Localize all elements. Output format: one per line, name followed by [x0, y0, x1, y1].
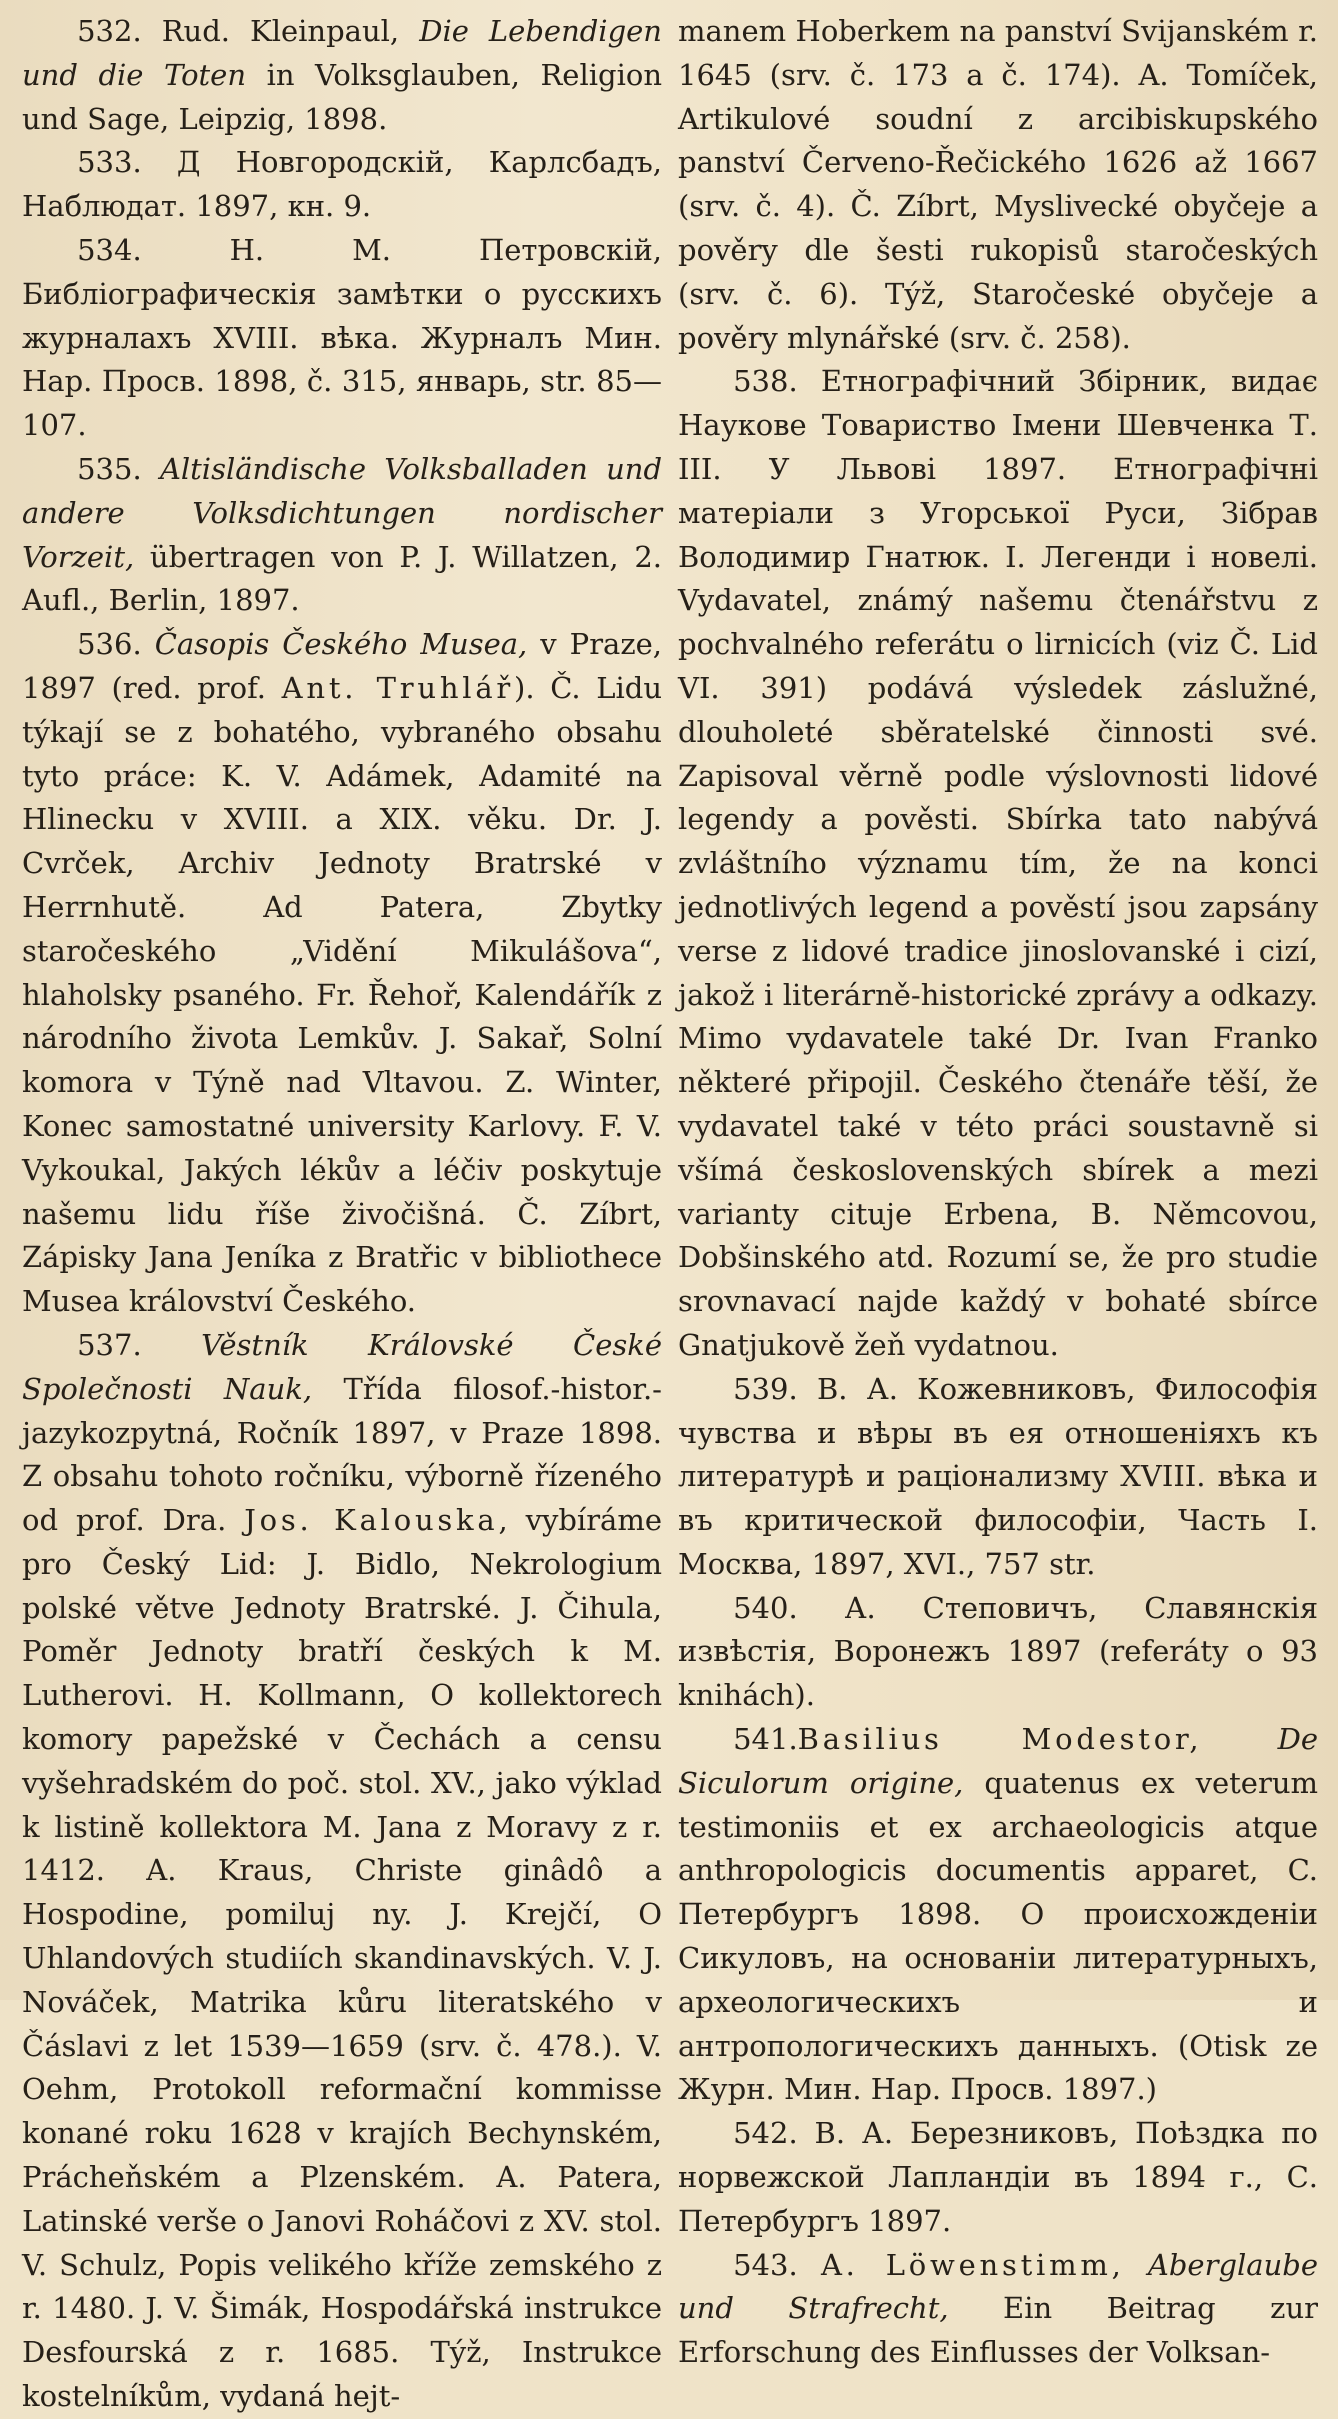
entry-text: Třída filosof.-histor.-jazykozpytná, Ročník 1897, v Praze 1898. Z obsahu tohoto ročníku, výborně řízeného od prof. Dra. — [22, 1371, 662, 1538]
entry-text: Етнографічний Збірник, видає Наукове Товариство Імени Шевченка Т. III. У Львові 1897. Етнографічні матеріали з Угорської Руси, Зібрав Володимир Гнатюк. I. Легенди і новелі. Vydavatel, známý našemu čtenářstvu z pochvalného referátu o lirnicích (viz Č. Lid VI. 391) podává výsledek záslužné, dlouholeté sběratelské činnosti své. Zapisoval věrně podle výslovnosti lidové legendy a pověsti. Sbírka tato nabývá zvláštního významu tím, že na konci jednotlivých legend a pověstí jsou zapsány verse z lidové tradice jinoslovanské i cizí, jakož i literárně-historické zprávy a odkazy. Mimo vydavatele také Dr. Ivan Franko některé připojil. Českého čtenáře těší, že vydavatel také v této práci soustavně si všímá československých sbírek a mezi varianty cituje Erbena, B. Němcovou, Dobšinského atd. Rozumí se, že pro studie srovnavací najde každý v bohaté sbírce Gnatjukově žeň vydatnou. — [678, 364, 1319, 1362]
entry-number: 537. — [77, 1327, 142, 1362]
entry-text: Ein Beitrag zur Erforschung des Einflusses der Volksan- — [678, 2291, 1319, 2370]
entry-text: v Praze, 1897 (red. prof. — [22, 627, 663, 705]
entry-538 — [678, 360, 1318, 1367]
author: Rud. Kleinpaul, — [161, 14, 400, 48]
book-title: De Siculorum origine, — [678, 1722, 1318, 1800]
entry-text: , vybíráme pro Český Lid: J. Bidlo, Nekrologium polské větve Jednoty Bratrské. J. Čihula, Poměr Jednoty bratří českých k M. Lutherovi. H. Kollmann, O kollektorech komory papežské v Čechách a censu vyšehradském do poč. stol. XV., jako výklad k listině kollektora M. Jana z Moravy z r. 1412. A. Kraus, Christe ginâdô a Hospodine, pomiluj ny. J. Krejčí, O Uhlandových studiích skandinavských. V. J. Nováček, Matrika kůru literatského v Čáslavi z let 1539—1659 (srv. č. 478.). V. Oehm, Protokoll reformační kommisse konané roku 1628 v krajích Bechynském, Prácheňském a Plzenském. A. Patera, Latinské verše o Janovi Roháčovi z XV. stol. V. Schulz, Popis velikého kříže zemského z r. 1480. J. V. Šimák, Hospodářská instrukce Desfourská z r. 1685. Týž, Instrukce kostelníkům, vydaná hejt- — [22, 1503, 663, 2414]
book-title: Die Lebendigen und die Toten — [22, 14, 662, 92]
entry-537-continuation: manem Hoberkem na panství Svijanském r. 1645 (srv. č. 173 a č. 174). A. Tomíček, Artikulové soudní z arcibiskupského panství Červeno-Řečického 1626 až 1667 (srv. č. 4). Č. Zíbrt, Myslivecké obyčeje a pověry dle šesti rukopisů staročeských (srv. č. 6). Týž, Staročeské obyčeje a pověry mlynářské (srv. č. 258). — [678, 14, 1318, 355]
right-column — [678, 10, 1319, 2370]
editor-name: Ant. Truhlář — [281, 670, 515, 705]
entry-text: В. А. Кожевниковъ, Философія чувства и вѣры въ ея отношеніяхъ къ литературѣ и раціонализму XVIII. вѣка и въ критической философіи, Часть I. Москва, 1897, XVI., 757 str. — [678, 1371, 1318, 1581]
entry-543 — [678, 2244, 1318, 2375]
author: A. Löwenstimm, — [820, 2247, 1125, 2282]
entry-number: 540. — [733, 1590, 798, 1625]
left-column — [22, 10, 663, 2414]
entry-text: В. А. Березниковъ, Поѣздка по норвежской Лапландіи въ 1894 г., С. Петербургъ 1897. — [678, 2116, 1319, 2238]
entry-text: А. Степовичъ, Славянскія извѣстія, Воронежъ 1897 (referáty o 93 knihách). — [678, 1590, 1318, 1713]
author: Basilius Modestor, — [797, 1722, 1203, 1757]
entry-text: in Volksglauben, Religion und Sage, Leipzig, 1898. — [22, 57, 662, 136]
entry-number: 536. — [77, 627, 142, 662]
entry-542 — [678, 2112, 1318, 2243]
entry-number: 541. — [733, 1722, 798, 1757]
entry-text: Д Новгородскій, Карлсбадъ, Наблюдат. 1897, кн. 9. — [22, 145, 663, 224]
journal-title: Časopis Českého Musea, — [154, 627, 528, 662]
entry-text: übertragen von P. J. Willatzen, 2. Aufl., Berlin, 1897. — [22, 539, 663, 618]
entry-number: 543. — [733, 2247, 798, 2282]
entry-534 — [22, 229, 662, 448]
journal-title: Věstník Královské České Společnosti Nauk, — [22, 1327, 662, 1406]
entry-540 — [678, 1587, 1318, 1718]
entry-number: 539. — [733, 1371, 798, 1406]
entry-number: 532. — [77, 14, 142, 48]
entry-number: 538. — [733, 364, 798, 399]
entry-539 — [678, 1368, 1318, 1587]
entry-number: 535. — [77, 451, 142, 486]
editor-name: Jos. Kalouska — [244, 1503, 499, 1538]
entry-532 — [22, 10, 662, 141]
entry-535 — [22, 448, 662, 623]
entry-537 — [22, 1324, 662, 2419]
entry-text: ). Č. Lidu týkají se z bohatého, vybraného obsahu tyto práce: K. V. Adámek, Adamité na Hlinecku v XVIII. a XIX. věku. Dr. J. Cvrček, Archiv Jednoty Bratrské v Herrnhutě. Ad Patera, Zbytky staročeského „Vidění Mikulášova“, hlaholsky psaného. Fr. Řehoř, Kalendářík z národního života Lemkův. J. Sakař, Solní komora v Týně nad Vltavou. Z. Winter, Konec samostatné university Karlovy. F. V. Vykoukal, Jakých lékův a léčiv poskytuje našemu lidu říše živočišná. Č. Zíbrt, Zápisky Jana Jeníka z Bratřic v bibliothece Musea království Českého. — [22, 670, 662, 1319]
entry-text: quatenus ex veterum testimoniis et ex archaeologicis atque anthropologicis documentis apparet, C. Петербургъ 1898. О происхожденіи Сикуловъ, на основаніи литературныхъ, археологическихъ и антропологическихъ данныхъ. (Otisk ze Журн. Мин. Нар. Просв. 1897.) — [678, 1765, 1319, 2107]
book-title: Altisländische Volksballaden und andere Volksdichtungen nordischer Vorzeit, — [22, 451, 663, 574]
entry-text: Н. М. Петровскій, Библіографическія замѣтки о русскихъ журналахъ XVIII. вѣка. Журналъ Мин. Нар. Просв. 1898, č. 315, январь, str. 85—107. — [22, 232, 662, 443]
entry-533 — [22, 141, 662, 229]
entry-536 — [22, 623, 662, 1324]
entry-number: 533. — [77, 145, 142, 180]
entry-number: 542. — [733, 2116, 798, 2151]
entry-number: 534. — [77, 232, 142, 267]
book-title: Aberglaube und Strafrecht, — [678, 2247, 1318, 2326]
entry-541 — [678, 1718, 1318, 2112]
